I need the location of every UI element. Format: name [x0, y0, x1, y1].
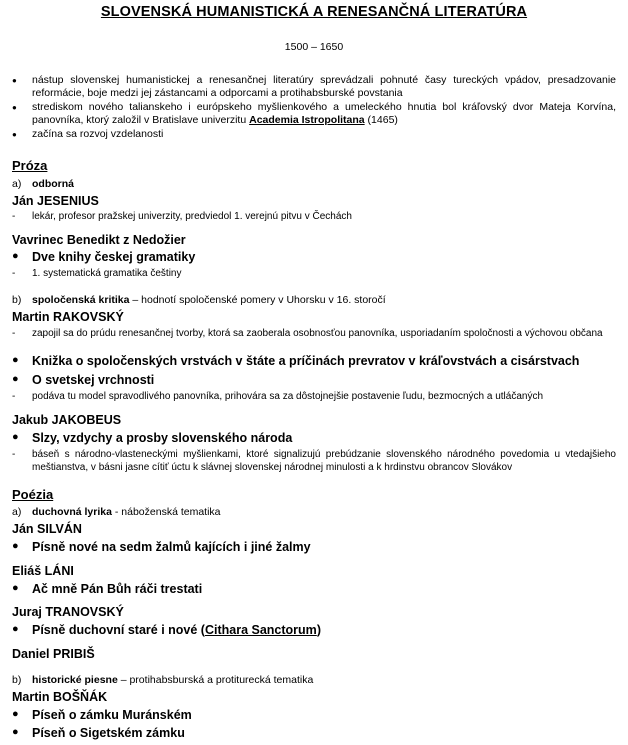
- author-rakovsky: Martin RAKOVSKÝ: [12, 310, 124, 324]
- bullet-icon: ●: [12, 708, 19, 720]
- bullet-icon: ●: [12, 373, 19, 385]
- author-nedozier: Vavrinec Benedikt z Nedožier: [12, 233, 186, 247]
- subsection-a: a) odborná: [12, 178, 74, 190]
- work-title: ● Ač mně Pán Bůh ráči trestati: [12, 582, 203, 596]
- academia-istropolitana: Academia Istropolitana: [249, 114, 365, 126]
- work-title: ● O svetskej vrchnosti: [12, 373, 155, 387]
- list-item: ● nástup slovenskej humanistickej a renesančnej literatúry sprevádzali pohnuté časy tureckých vpádov, presadzovanie reformácie, boje medzi jej zástancami a odporcami a protihabsburské povstania: [12, 74, 616, 99]
- dash-icon: -: [12, 391, 16, 402]
- bullet-icon: ●: [12, 250, 19, 262]
- work-title: ● Slzy, vzdychy a prosby slovenského národa: [12, 431, 293, 445]
- bullet-icon: ●: [12, 76, 17, 85]
- author-jesenius: Ján JESENIUS: [12, 194, 99, 208]
- dash-icon: -: [12, 449, 16, 460]
- bullet-icon: ●: [12, 582, 19, 594]
- work-title: ● Písně duchovní staré i nové (Cithara Sanctorum): [12, 623, 321, 637]
- list-item: ● začína sa rozvoj vzdelanosti: [12, 128, 164, 140]
- section-heading-proza: Próza: [12, 158, 48, 173]
- dash-icon: -: [12, 328, 16, 339]
- author-jakobeus: Jakub JAKOBEUS: [12, 413, 122, 427]
- section-heading-poezia: Poézia: [12, 487, 54, 502]
- work-title: ● Píseň o Sigetském zámku: [12, 726, 185, 740]
- bullet-icon: ●: [12, 130, 17, 139]
- work-title: ● Písně nové na sedm žalmů kajících i jiné žalmy: [12, 540, 311, 554]
- period-years: 1500 – 1650: [284, 41, 344, 53]
- bullet-icon: ●: [12, 623, 19, 635]
- bullet-icon: ●: [12, 103, 17, 112]
- subsection-b: b) spoločenská kritika – hodnotí spoločenské pomery v Uhorsku v 16. storočí: [12, 294, 386, 306]
- page-title: SLOVENSKÁ HUMANISTICKÁ A RENESANČNÁ LITERATÚRA: [100, 4, 528, 20]
- author-note: - báseň s národno-vlasteneckými myšlienkami, ktoré signalizujú prebúdzanie slovenského národného povedomia u vtedajšieho meštianstva, v básni jasne cítiť úctu k slávnej slovenskej národnej minulosti a k hrdinstvu obrancov Slovákov: [12, 449, 616, 473]
- author-note: - podáva tu model spravodlivého panovníka, prihovára sa za dôstojnejšie postavenie ľudu, bezmocných a utláčaných: [12, 391, 544, 402]
- work-title: ● Píseň o zámku Muránském: [12, 708, 192, 722]
- subsection-b: b) historické piesne – protihabsburská a protiturecká tematika: [12, 674, 314, 686]
- author-note: - zapojil sa do prúdu renesančnej tvorby, ktorá sa zaoberala osobnosťou panovníka, usporiadaním spoločnosti a výchovou občana: [12, 328, 603, 339]
- list-item: ● strediskom nového talianskeho i európskeho myšlienkového a umeleckého hnutia bol kráľovský dvor Mateja Korvína, panovníka, ktorý založil v Bratislave univerzitu Academia Istropolitana (1465): [12, 101, 616, 126]
- bullet-icon: ●: [12, 354, 19, 366]
- author-tranovsky: Juraj TRANOVSKÝ: [12, 605, 124, 619]
- author-lani: Eliáš LÁNI: [12, 564, 74, 578]
- dash-icon: -: [12, 211, 16, 222]
- author-pribis: Daniel PRIBIŠ: [12, 647, 95, 661]
- subsection-a: a) duchovná lyrika - náboženská tematika: [12, 506, 221, 518]
- author-bosnak: Martin BOŠŇÁK: [12, 690, 108, 704]
- bullet-icon: ●: [12, 431, 19, 443]
- work-title: ● Knižka o spoločenských vrstvách v štáte a príčinách prevratov v kráľovstvách a cisárstvach: [12, 354, 580, 368]
- dash-icon: -: [12, 268, 16, 279]
- intro-list: [12, 74, 616, 142]
- author-note: - lekár, profesor pražskej univerzity, predviedol 1. verejnú pitvu v Čechách: [12, 211, 352, 222]
- author-note: - 1. systematická gramatika češtiny: [12, 268, 182, 279]
- bullet-icon: ●: [12, 726, 19, 738]
- author-silvan: Ján SILVÁN: [12, 522, 82, 536]
- work-title: ● Dve knihy českej gramatiky: [12, 250, 196, 264]
- bullet-icon: ●: [12, 540, 19, 552]
